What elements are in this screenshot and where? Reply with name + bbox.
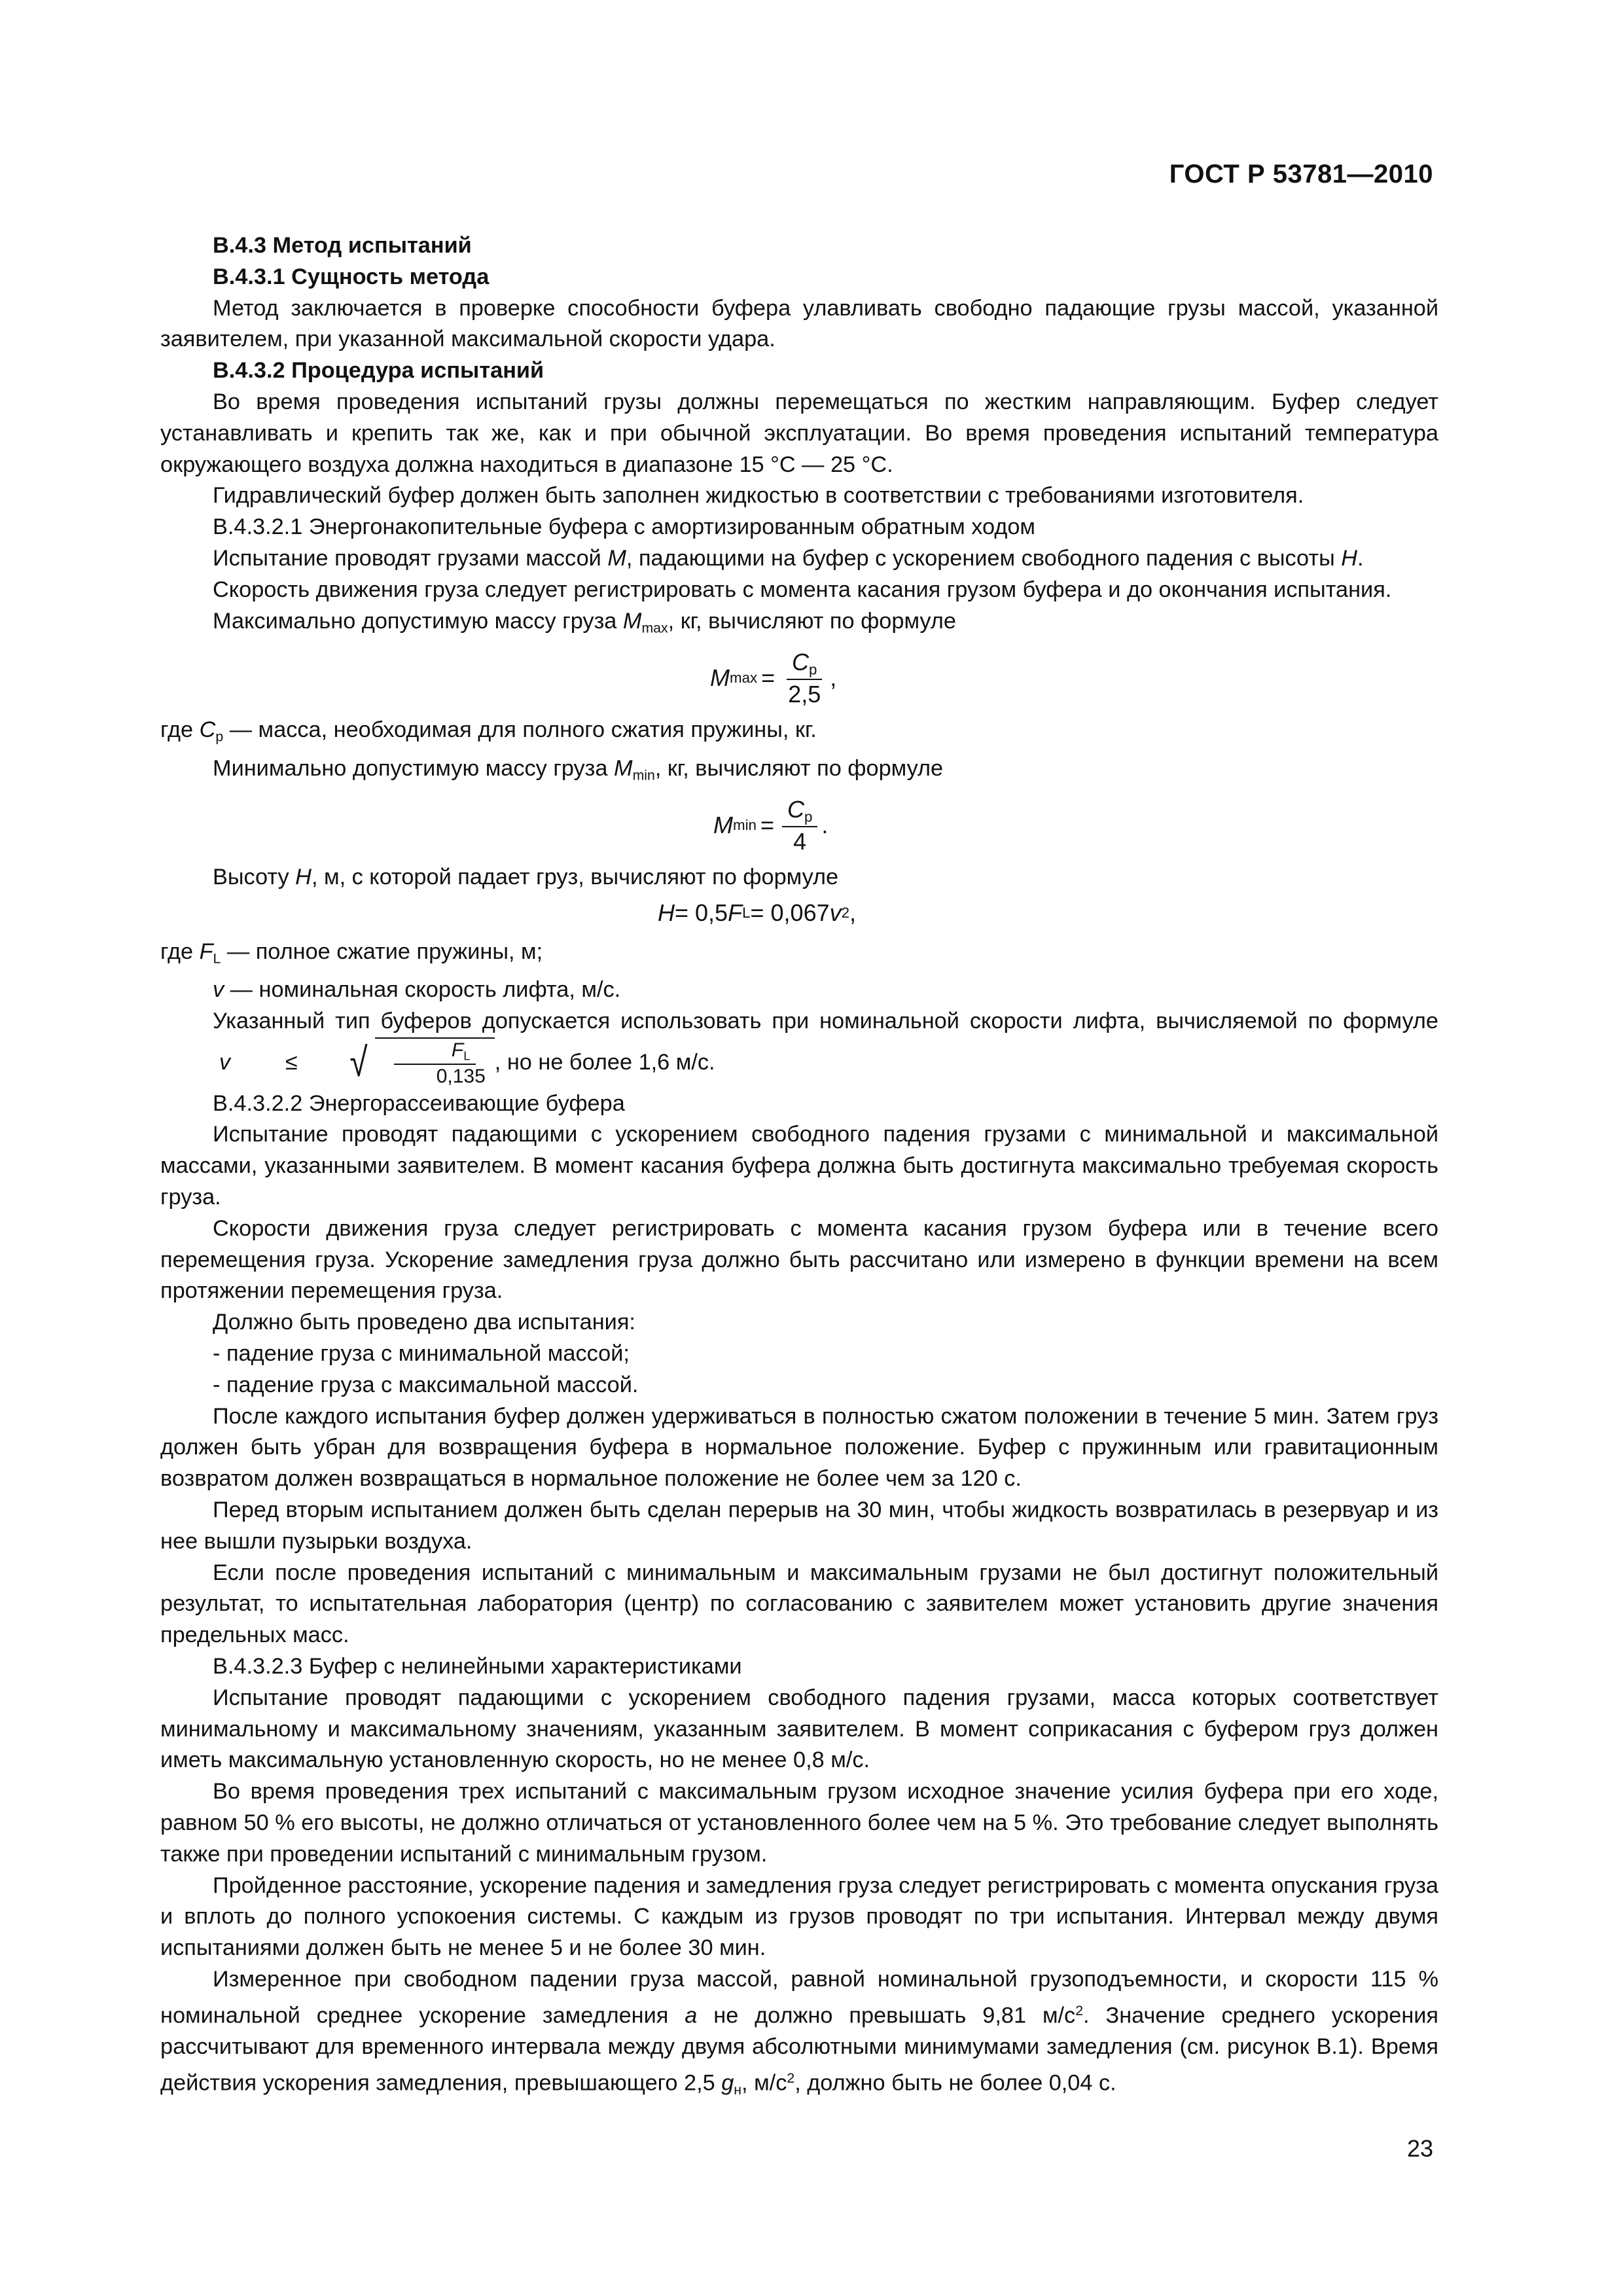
math-op: = <box>761 664 776 692</box>
math-var: M <box>710 664 730 692</box>
math-var: F <box>199 939 213 964</box>
text-run: Указанный тип буферов допускается использовать при номинальной скорости лифта, вычисляемой по формуле <box>213 1008 1438 1033</box>
subsection-heading: В.4.3.1 Сущность метода <box>213 264 490 289</box>
text-run: , кг, вычисляют по формуле <box>668 608 956 634</box>
paragraph <box>160 606 1438 644</box>
fraction <box>379 1039 491 1088</box>
math-op: = 0,5 <box>675 899 728 927</box>
math-sub: L <box>213 950 221 967</box>
text-run: Измеренное при свободном падении груза массой, равной номинальной грузоподъемности, и скорости 115 % номинальной среднее ускорение замедления <box>160 1966 1438 2028</box>
paragraph: Скорость движения груза следует регистрировать с момента касания грузом буфера и до окончания испытания. <box>213 577 1392 602</box>
formula-legend <box>160 937 1438 1006</box>
math-var: v <box>829 899 842 927</box>
math-var: F <box>728 899 743 927</box>
fraction <box>782 795 817 856</box>
math-var: М <box>622 608 642 634</box>
text-run: , должно быть не более 0,04 с. <box>794 2070 1116 2096</box>
math-op: = <box>760 812 774 839</box>
math-sub: p <box>809 661 817 678</box>
section-heading: В.4.3 Метод испытаний <box>213 233 472 258</box>
paragraph: После каждого испытания буфер должен удерживаться в полностью сжатом положении в течение 5 мин. Затем груз должен быть убран для возвращения буфера в нормальное положение. Буфер с пружинным или гравитационным возвратом должен возвращаться в нормальное положение не более чем за 120 с. <box>160 1403 1438 1492</box>
paragraph: Испытание проводят падающими с ускорением свободного падения грузами, масса которых соответствует минимальному и максимальному значениям, указанным заявителем. В момент соприкасания с буфером груз должен иметь максимальную установленную скорость, но не менее 0,8 м/с. <box>160 1685 1438 1773</box>
math-var: g <box>721 2070 734 2096</box>
radicand <box>375 1037 495 1088</box>
fraction-denominator: 4 <box>793 828 807 855</box>
paragraph <box>160 1006 1438 1088</box>
list-item: - падение груза с минимальной массой; <box>213 1340 630 1366</box>
list-item: - падение груза с максимальной массой. <box>213 1372 639 1397</box>
fraction-numerator <box>787 648 822 680</box>
math-op: ≤ <box>285 1049 298 1075</box>
text-run: где <box>160 717 200 743</box>
formula-mmax <box>710 648 1438 709</box>
math-var: v <box>219 1049 230 1075</box>
math-op: = 0,067 <box>750 899 830 927</box>
math-var: F <box>451 1039 464 1061</box>
text-run: . <box>1357 545 1364 571</box>
paragraph <box>160 715 1438 753</box>
paragraph <box>160 862 1438 893</box>
math-var: Н <box>295 865 312 890</box>
math-var: M <box>713 812 733 839</box>
formula-mmin <box>713 795 1438 856</box>
document-code: ГОСТ Р 53781—2010 <box>1169 160 1433 188</box>
text-run: Максимально допустимую массу груза <box>213 608 623 634</box>
text-run: не должно превышать 9,81 м/с <box>697 2003 1076 2028</box>
text-run: Высоту <box>213 865 296 890</box>
legend-line <box>160 937 1438 975</box>
fraction-numerator <box>394 1039 476 1065</box>
paragraph: Во время проведения испытаний грузы должны перемещаться по жестким направляющим. Буфер следует устанавливать и крепить так же, как и при обычной эксплуатации. Во время проведения испытаний температура окружающего воздуха должна находиться в диапазоне 15 °С — 25 °С. <box>160 389 1438 477</box>
paragraph <box>160 1964 1438 2106</box>
fraction-denominator: 0,135 <box>436 1065 486 1087</box>
paragraph: Перед вторым испытанием должен быть сделан перерыв на 30 мин, чтобы жидкость возвратилась в резервуар и из нее вышли пузырьки воздуха. <box>160 1497 1438 1554</box>
paragraph: Во время проведения трех испытаний с максимальным грузом исходное значение усилия буфера при его ходе, равном 50 % его высоты, не должно отличаться от установленного более чем на 5 %. Это требование следует выполнять также при проведении испытаний с минимальным грузом. <box>160 1779 1438 1867</box>
text-run: , м/с <box>741 2070 787 2096</box>
math-var: v <box>213 977 224 1003</box>
text-run: Испытание проводят грузами массой <box>213 545 608 571</box>
paragraph <box>160 543 1438 575</box>
text-run: — номинальная скорость лифта, м/с. <box>224 977 621 1003</box>
math-var: C <box>792 648 809 675</box>
paragraph <box>160 753 1438 791</box>
math-var: Н <box>1341 545 1358 571</box>
text-run: — масса, необходимая для полного сжатия пружины, кг. <box>223 717 817 743</box>
math-sub: max <box>730 670 758 687</box>
fraction-denominator: 2,5 <box>788 681 821 708</box>
text-run: , но не более 1,6 м/с. <box>494 1049 715 1075</box>
math-punct: , <box>849 899 857 927</box>
paragraph: Скорости движения груза следует регистрировать с момента касания грузом буфера или в течение всего перемещения груза. Ускорение замедления груза должно быть рассчитано или измерено в функции времени на всем протяжении перемещения груза. <box>160 1215 1438 1304</box>
paragraph: Испытание проводят падающими с ускорением свободного падения грузами с минимальной и максимальной массами, указанными заявителем. В момент касания буфера должна быть достигнута максимально требуемая скорость груза. <box>160 1122 1438 1210</box>
math-sup: 2 <box>787 2070 795 2086</box>
clause-heading: В.4.3.2.3 Буфер с нелинейными характеристиками <box>213 1653 742 1679</box>
fraction <box>783 648 826 709</box>
math-var: М <box>614 755 633 781</box>
subsection-heading: В.4.3.2 Процедура испытаний <box>213 358 544 384</box>
text-run: Минимально допустимую массу груза <box>213 755 615 781</box>
inline-formula <box>160 1037 495 1088</box>
math-sub: p <box>215 728 224 745</box>
math-sub: min <box>632 766 655 783</box>
text-run: где <box>160 939 200 964</box>
text-run: . Значение среднего ускорения рассчитывают для временного интервала между двумя абсолютными минимумами замедления (см. рисунок В.1). Время действия ускорения замедления, превышающего 2,5 <box>160 2003 1438 2096</box>
square-root <box>300 1037 495 1088</box>
text-run: — полное сжатие пружины, м; <box>221 939 543 964</box>
page-number: 23 <box>1406 2135 1433 2162</box>
text-run: , кг, вычисляют по формуле <box>654 755 944 781</box>
math-sub: max <box>641 619 668 636</box>
radical-sign-icon: √ <box>349 1039 368 1085</box>
math-var: а <box>685 2003 698 2028</box>
paragraph: Метод заключается в проверке способности буфера улавливать свободно падающие грузы массой, указанной заявителем, при указанной максимальной скорости удара. <box>160 295 1438 352</box>
paragraph: Пройденное расстояние, ускорение падения и замедления груза следует регистрировать с момента опускания груза и вплоть до полного успокоения системы. С каждым из грузов проводят по три испытания. Интервал между двумя испытаниями должен быть не менее 5 и не более 30 мин. <box>160 1873 1438 1961</box>
formula-height <box>658 897 1438 930</box>
text-run: , м, с которой падает груз, вычисляют по формуле <box>311 865 839 890</box>
paragraph: Если после проведения испытаний с минимальным и максимальным грузами не был достигнут положительный результат, то испытательная лаборатория (центр) по согласованию с заявителем может установить другие значения предельных масс. <box>160 1560 1438 1648</box>
math-var: C <box>199 717 216 743</box>
math-sub: н <box>734 2082 742 2098</box>
math-sub: min <box>733 817 757 834</box>
document-body <box>160 230 1438 2106</box>
text-run: , падающими на буфер с ускорением свободного падения с высоты <box>626 545 1342 571</box>
math-var: H <box>658 899 675 927</box>
clause-heading: В.4.3.2.1 Энергонакопительные буфера с амортизированным обратным ходом <box>213 514 1035 540</box>
math-sup: 2 <box>1075 2002 1084 2018</box>
math-sub: L <box>463 1049 471 1063</box>
legend-line <box>160 975 1438 1006</box>
clause-heading: В.4.3.2.2 Энергорассеивающие буфера <box>213 1090 625 1116</box>
paragraph: Должно быть проведено два испытания: <box>213 1310 635 1335</box>
math-sub: p <box>804 808 813 825</box>
math-punct: . <box>821 812 829 839</box>
math-var: C <box>787 795 804 823</box>
math-sup: 2 <box>841 905 850 922</box>
math-var: М <box>607 545 626 571</box>
fraction-numerator <box>782 795 817 827</box>
math-sub: L <box>742 905 751 922</box>
paragraph: Гидравлический буфер должен быть заполнен жидкостью в соответствии с требованиями изготовителя. <box>213 483 1304 509</box>
math-punct: , <box>830 664 837 692</box>
